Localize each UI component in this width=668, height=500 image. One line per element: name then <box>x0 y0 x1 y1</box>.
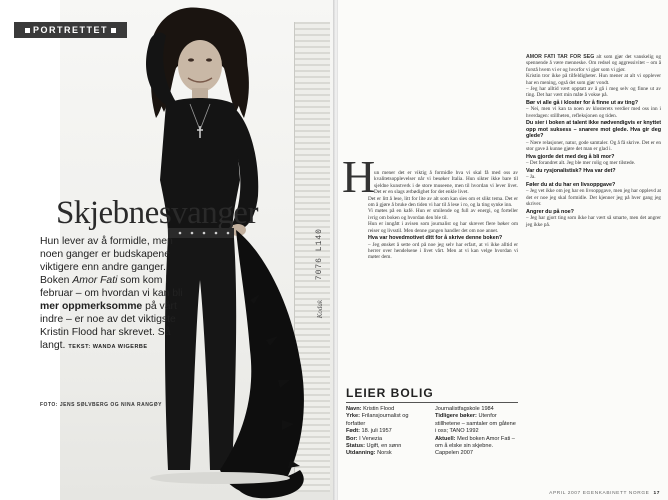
fact-value: Med boken Amor Fati – om å elske sin skjebne. Cappelen 2007 <box>435 435 515 457</box>
fact-label: Utdanning: <box>346 450 376 457</box>
fact-value: Kristin Flood <box>363 406 395 412</box>
interview-question: Var du rysjonalistisk? Hva var det? <box>526 167 616 174</box>
fact-label: Født: <box>346 428 360 435</box>
fact-row <box>346 450 429 457</box>
article-column-right <box>526 54 661 228</box>
fact-title-part1: LEIER <box>346 386 387 400</box>
section-tag <box>14 22 127 38</box>
photo-credit: FOTO: JENS SØLVBERG OG NINA RANGØY <box>40 402 162 408</box>
intro-paragraph <box>526 54 661 73</box>
lead-paragraph <box>40 235 190 354</box>
lead-emphasis: mer oppmerksomme <box>40 301 143 312</box>
fact-value: Utenfor stillhetene – samtaler om gåtene i oss; TANO 1992 <box>435 413 516 435</box>
fact-box-title <box>346 386 518 400</box>
fact-row <box>346 443 429 450</box>
fact-row <box>435 406 518 413</box>
lead-part1: Hun lever av å formidle, men noen ganger er budskapene viktigere enn andre ganger. Boken <box>40 236 173 286</box>
fact-row <box>346 406 429 413</box>
interview-answer: – Det forandret alt. Jeg ble mer rolig og mer tilstede. <box>526 160 636 167</box>
fact-row <box>346 436 429 443</box>
interview-answer: – Jeg ønsket å sette ord på noe jeg selv har erfart, at vi ikke alltid er herrer over hendelsene i livet vårt. Men at vi kan velge hvordan vi møter dem. <box>368 241 518 261</box>
paragraph: Kristin tror ikke på tilfeldigheter. Hun mener at alt vi opplever har en mening, også det som gjør vondt. <box>526 73 661 86</box>
lead-book-title: Amor Fati <box>72 275 118 286</box>
interview-question: Hva var hovedmotivet ditt for å skrive denne boken? <box>368 235 503 242</box>
interview-question: Bør vi alle gå i kloster for å finne ut av ting? <box>526 99 639 106</box>
fact-box-rule <box>346 402 518 403</box>
page-number: 17 <box>653 491 660 496</box>
fact-value: Ugift, en sønn <box>366 443 402 450</box>
fact-label: Navn: <box>346 406 362 412</box>
fact-column-left <box>346 406 429 458</box>
fact-value: 18. juli 1957 <box>361 428 392 435</box>
fact-column-right <box>435 406 518 458</box>
lead-part2: som kom i februar – om hvordan vi kan bli <box>40 275 183 299</box>
fact-box <box>346 386 518 458</box>
headline: Skjebnesvanger <box>56 195 258 231</box>
intro-text: alt som gjør det vanskelig og spennende å være menneske. Om redsel og aggressivitet – om å forstå hvem vi er og hvorfor vi gjør som vi gjør. <box>526 54 661 73</box>
interview-question: Hva gjorde det med deg å bli mor? <box>526 153 615 160</box>
drop-cap: H <box>342 151 376 202</box>
interview-answer: – Jeg vet ikke om jeg har en livsoppgave, men jeg har opplevd at det er noe jeg skal formidle. Det kjenner jeg på hver gang jeg skriver. <box>526 188 661 208</box>
fact-label: Tidligere bøker: <box>435 413 477 420</box>
fact-label: Yrke: <box>346 413 360 420</box>
interview-answer: – Jeg har gjort ting som ikke har vært så smarte, men det angrer jeg ikke på. <box>526 215 661 228</box>
fact-row <box>435 436 518 458</box>
interview-answer: – Ja. <box>526 174 536 181</box>
lead-part3: på vårt indre – er noe av det viktigste Kristin Flood har skrevet. Så langt. <box>40 301 177 351</box>
footer-label: APRIL 2007 EGENKABINETT NORGE <box>549 491 650 496</box>
interview-question: Angrer du på noe? <box>526 208 574 215</box>
intro-kicker: AMOR FATI TAR FOR SEG <box>526 54 595 60</box>
fact-row <box>346 413 429 428</box>
interview-answer: – Nei, men vi kan ta noen av klosterets verdier med oss inn i hverdagen: stillheten, refleksjonen og tiden. <box>526 106 661 119</box>
fact-value: I Venezia <box>359 435 383 442</box>
fact-value: Norsk <box>377 450 392 457</box>
interview-question: Du sier i boken at talent ikke nødvendigvis er knyttet opp mot suksess – snarere mot glede. Hva gir deg glede? <box>526 120 661 140</box>
paragraph: Det er litt å lese, litt for lite av alt som kan sies om et slikt tema. Det er om å gjøre å bruke den tiden vi har til å lese i ro, og la ting synke inn. <box>368 195 518 209</box>
fact-value: Journalistfagskole 1984 <box>435 406 494 412</box>
frame-mark: Kodak <box>316 300 324 319</box>
paragraph: – Jeg har alltid vært opptatt av å gå i meg selv og finne ut av ting. Det har vært min måte å vokse på. <box>526 86 661 99</box>
paragraph: Vi møtes på en kafé. Hun er smilende og full av energi, og forteller ivrig om boken og hvordan den ble til. <box>368 208 518 221</box>
interview-question: Føler du at du har en livsoppgave? <box>526 181 616 188</box>
fact-box-grid <box>346 406 518 458</box>
lead-byline: TEKST: WANDA WIGERBE <box>68 344 148 350</box>
fact-value: Frilansjournalist og forfatter <box>346 413 409 427</box>
fact-row <box>346 428 429 435</box>
fact-title-part2: BOLIG <box>386 386 434 400</box>
section-tag-label: PORTRETTET <box>33 25 108 35</box>
paragraph: un mener det er viktig å formidle hva vi skal få med oss av kvalitetsopplevelser når vi besøker Italia. Hun sikter ikke bare til sjeldne kunstverk i de store museene, men til hvordan vi lever livet. Det er en slags ærbødighet for det enkle livet. <box>374 170 518 196</box>
article-column-middle <box>368 170 518 261</box>
frame-code: 7076 L140 <box>315 228 324 281</box>
fact-label: Status: <box>346 443 365 450</box>
right-page <box>338 0 668 500</box>
interview-answer: – Nære relasjoner, natur, gode samtaler. Og å få skrive. Det er en stor gave å kunne gjøre det man er glad i. <box>526 140 661 153</box>
fact-label: Bor: <box>346 435 358 442</box>
page-footer <box>549 491 660 496</box>
fact-row <box>435 413 518 435</box>
paragraph: Hun er inngått i avisen som journalist og har skrevet flere bøker om reiser og livsstil. Men denne gangen handler det om noe annet. <box>368 221 518 234</box>
fact-label: Aktuell: <box>435 435 456 442</box>
